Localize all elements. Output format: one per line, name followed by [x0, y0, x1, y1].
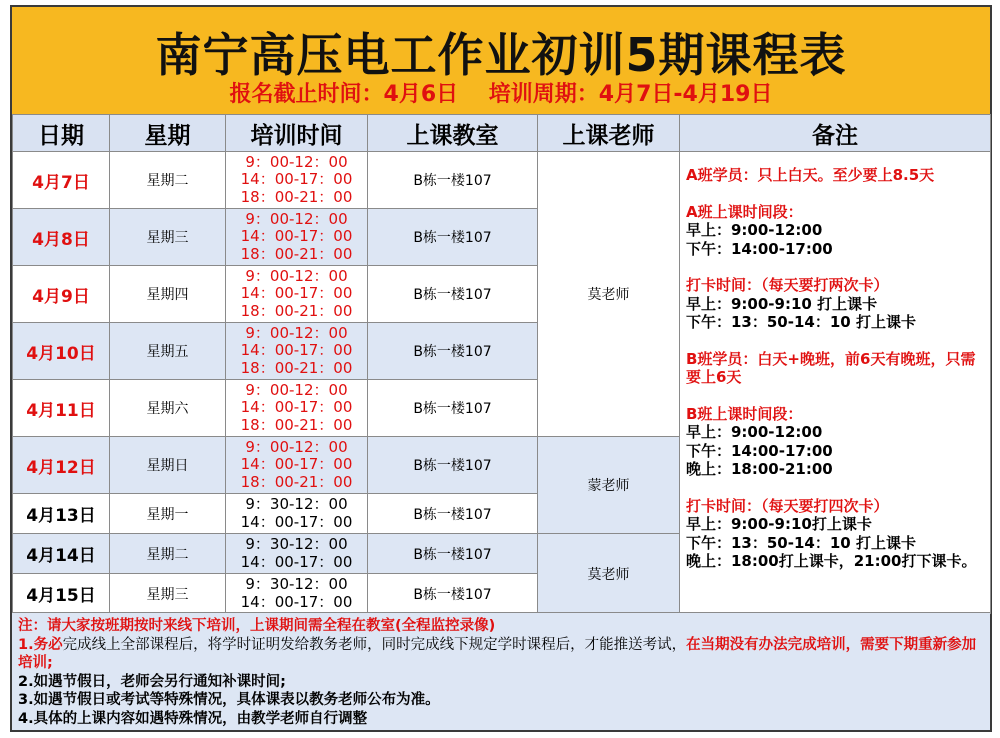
time-cell: [226, 380, 368, 437]
time-slot: 18：00-21：00: [240, 187, 353, 206]
schedule-sheet: [10, 5, 992, 732]
time-slot: 14：00-17：00: [240, 552, 353, 571]
column-header-teacher: 上课老师: [538, 115, 680, 152]
table-row: [13, 152, 991, 209]
time-slot: 14：00-17：00: [240, 398, 353, 417]
remark-b-punch-afternoon: 下午：13：50-14：10 打上课卡: [686, 533, 916, 552]
schedule-table: [12, 114, 991, 614]
note-2: 2.如遇节假日，老师会另行通知补课时间;: [18, 673, 286, 690]
remark-a-morning: 早上：9:00-12:00: [686, 221, 823, 239]
remark-b-punch-morning: 早上：9:00-9:10打上课卡: [686, 515, 872, 533]
date-cell: 4月8日: [13, 209, 110, 266]
time-slot: 9：00-12：00: [245, 152, 348, 171]
time-slot: 14：00-17：00: [240, 284, 353, 303]
weekday-cell: 星期三: [110, 209, 226, 266]
time-cell: [226, 534, 368, 574]
remark-b-punch-title: 打卡时间：（每天要打四次卡）: [686, 496, 889, 515]
time-cell: [226, 574, 368, 614]
remark-a-punch-title-text: 打卡时间：（每天要打两次卡）: [686, 276, 889, 294]
time-slot: 14：00-17：00: [240, 455, 353, 474]
note-1-lead: 1.务必: [18, 636, 63, 653]
time-cell: [226, 323, 368, 380]
column-header-weekday: 星期: [110, 115, 226, 152]
remarks-cell: [680, 152, 991, 614]
time-cell: [226, 437, 368, 494]
date-cell: 4月7日: [13, 152, 110, 209]
weekday-cell: 星期六: [110, 380, 226, 437]
page-title: 南宁高压电工作业初训5期课程表: [155, 28, 847, 82]
date-cell: 4月13日: [13, 494, 110, 534]
table-header-row: [13, 115, 991, 152]
remark-a-afternoon: 下午：14:00-17:00: [686, 239, 833, 258]
time-slot: 14：00-17：00: [240, 341, 353, 360]
time-slot: 14：00-17：00: [240, 512, 353, 531]
room-cell: B栋一楼107: [368, 152, 538, 209]
weekday-cell: 星期五: [110, 323, 226, 380]
time-slot: 18：00-21：00: [240, 415, 353, 434]
date-cell: 4月9日: [13, 266, 110, 323]
date-cell: 4月14日: [13, 534, 110, 574]
time-slot: 9：30-12：00: [245, 575, 348, 593]
room-cell: B栋一楼107: [368, 494, 538, 534]
room-cell: B栋一楼107: [368, 380, 538, 437]
date-cell: 4月11日: [13, 380, 110, 437]
time-slot: 9：00-12：00: [245, 323, 348, 342]
time-cell: [226, 209, 368, 266]
weekday-cell: 星期四: [110, 266, 226, 323]
remark-b-period-title: B班上课时间段：: [686, 404, 803, 423]
time-slot: 14：00-17：00: [240, 227, 353, 246]
time-slot: 18：00-21：00: [240, 244, 353, 263]
weekday-cell: 星期日: [110, 437, 226, 494]
time-slot: 9：00-12：00: [245, 266, 348, 285]
notes-section: [12, 612, 990, 730]
room-cell: B栋一楼107: [368, 209, 538, 266]
date-cell: 4月12日: [13, 437, 110, 494]
remark-b-punch-evening: 晚上：18:00打上课卡，21:00打下课卡。: [686, 552, 977, 570]
time-slot: 14：00-17：00: [240, 170, 353, 189]
time-slot: 9：00-12：00: [245, 209, 348, 228]
teacher-cell: 莫老师: [538, 152, 680, 437]
time-slot: 18：00-21：00: [240, 472, 353, 491]
remark-a-period-title: A班上课时间段：: [686, 202, 803, 221]
notes-heading: 注：请大家按班期按时来线下培训，上课期间需全程在教室(全程监控录像): [18, 618, 496, 634]
weekday-cell: 星期三: [110, 574, 226, 614]
remark-a-punch-title: [686, 276, 984, 295]
remark-a-punch-morning: 早上：9:00-9:10 打上课卡: [686, 294, 878, 313]
room-cell: B栋一楼107: [368, 574, 538, 614]
room-cell: B栋一楼107: [368, 323, 538, 380]
room-cell: B栋一楼107: [368, 437, 538, 494]
time-slot: 9：30-12：00: [245, 535, 348, 553]
date-cell: 4月15日: [13, 574, 110, 614]
time-slot: 18：00-21：00: [240, 301, 353, 320]
note-1-warning: 在当期没有办法完成培训，需要下期重新参加培训;: [18, 636, 977, 671]
time-cell: [226, 494, 368, 534]
note-3: 3.如遇节假日或考试等特殊情况，具体课表以教务老师公布为准。: [18, 692, 440, 708]
teacher-cell: 蒙老师: [538, 437, 680, 534]
remark-b-morning: 早上：9:00-12:00: [686, 423, 823, 441]
weekday-cell: 星期一: [110, 494, 226, 534]
title-band: [12, 7, 990, 115]
time-slot: 14：00-17：00: [240, 592, 353, 611]
column-header-remarks: 备注: [680, 115, 991, 152]
time-cell: [226, 152, 368, 209]
column-header-room: 上课教室: [368, 115, 538, 152]
time-slot: 9：00-12：00: [245, 437, 348, 456]
column-header-date: 日期: [13, 115, 110, 152]
time-slot: 9：30-12：00: [245, 495, 348, 513]
remark-b-students: B班学员：白天+晚班，前6天有晚班，只需要上6天: [686, 349, 976, 386]
remark-b-afternoon: 下午：14:00-17:00: [686, 441, 833, 460]
remark-a-students: A班学员：只上白天。至少要上8.5天: [686, 166, 935, 184]
teacher-cell: 莫老师: [538, 534, 680, 614]
weekday-cell: 星期二: [110, 534, 226, 574]
column-header-time: 培训时间: [226, 115, 368, 152]
weekday-cell: 星期二: [110, 152, 226, 209]
note-1-body: 完成线上全部课程后，将学时证明发给教务老师，同时完成线下规定学时课程后，才能推送考试，: [62, 636, 687, 653]
room-cell: B栋一楼107: [368, 534, 538, 574]
page-subtitle: 报名截止时间：4月6日 培训周期：4月7日-4月19日: [229, 82, 773, 107]
time-cell: [226, 266, 368, 323]
note-4: 4.具体的上课内容如遇特殊情况，由教学老师自行调整: [18, 710, 368, 727]
time-slot: 18：00-21：00: [240, 358, 353, 377]
note-1: [18, 636, 984, 673]
remark-b-evening: 晚上：18:00-21:00: [686, 460, 833, 478]
room-cell: B栋一楼107: [368, 266, 538, 323]
remark-a-punch-afternoon: 下午：13：50-14：10 打上课卡: [686, 313, 916, 331]
time-slot: 9：00-12：00: [245, 380, 348, 399]
date-cell: 4月10日: [13, 323, 110, 380]
